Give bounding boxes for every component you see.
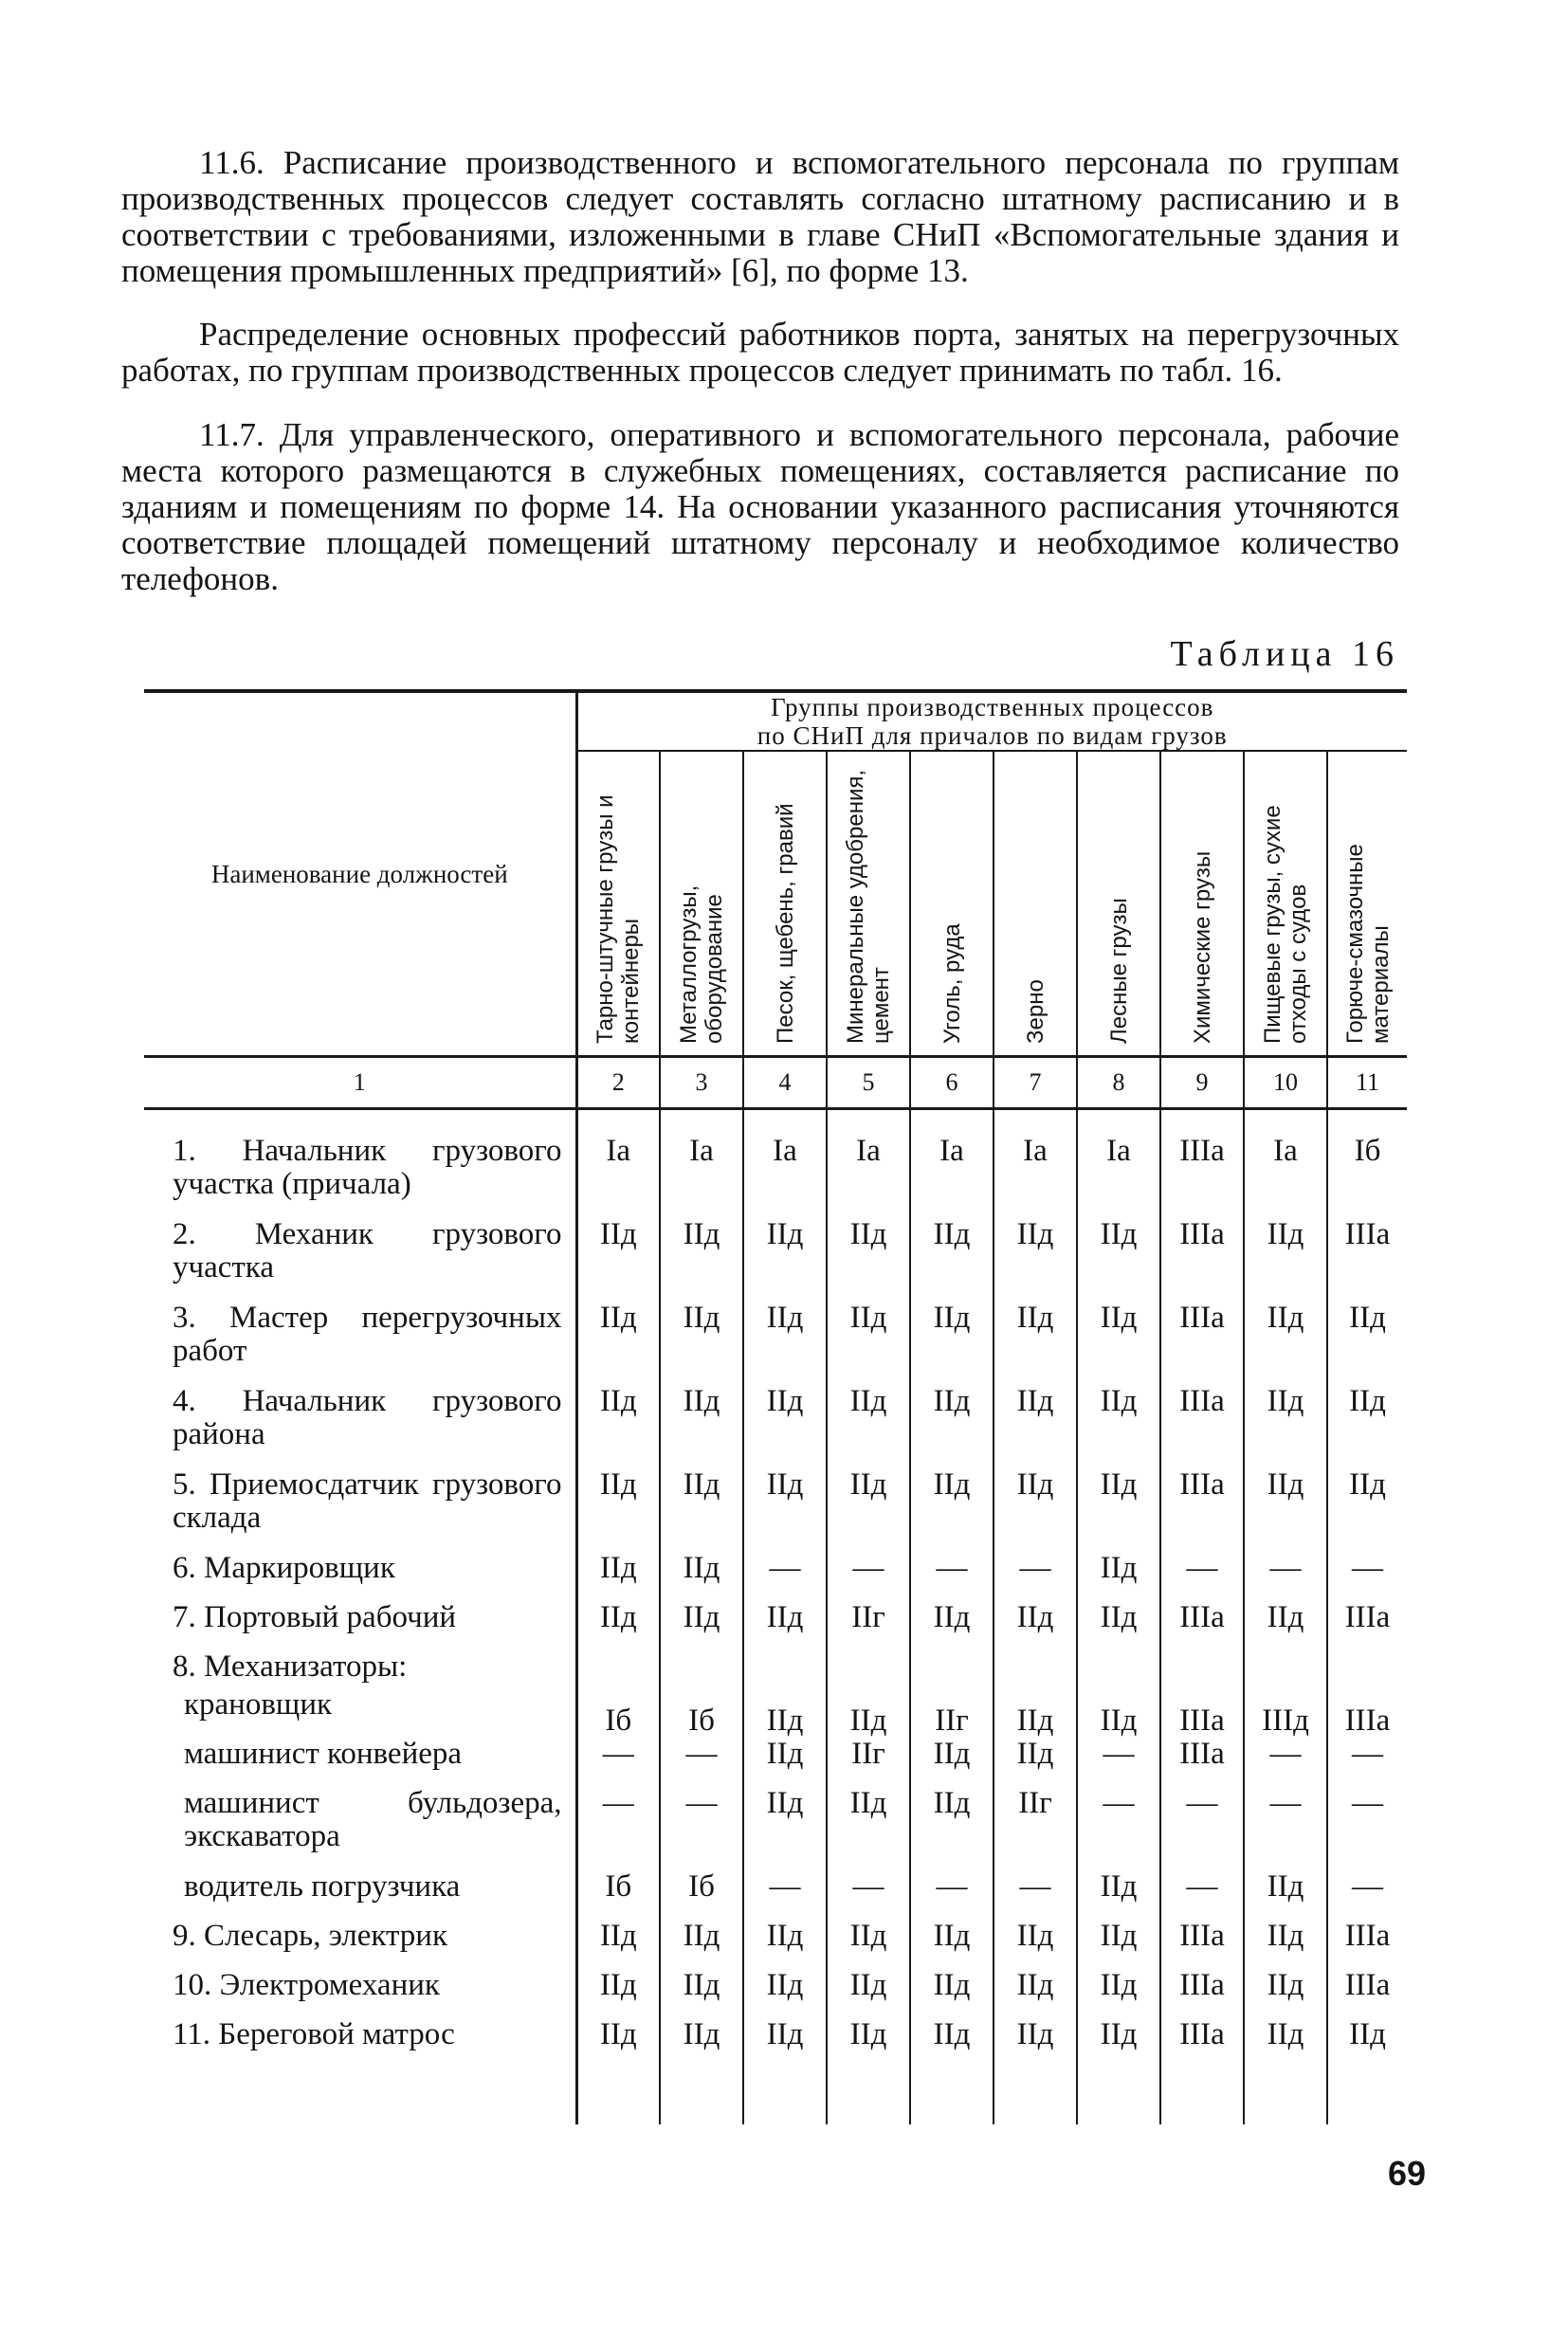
group-cell: IIд	[1244, 1920, 1327, 1969]
group-cell: IIд	[1244, 1468, 1327, 1552]
group-cell: IIд	[1077, 1920, 1160, 1969]
table-caption: Таблица 16	[1170, 634, 1399, 674]
group-cell: IIд	[743, 1385, 827, 1468]
group-cell	[1160, 1650, 1244, 1688]
group-cell: IIд	[994, 2018, 1077, 2068]
column-number-7: 7	[994, 1057, 1077, 1109]
group-cell: IIд	[1327, 1302, 1407, 1385]
group-cell: —	[1244, 1552, 1327, 1601]
column-header-label: Песок, щебень, гравий	[772, 803, 798, 1044]
column-header-label: Уголь, руда	[939, 923, 965, 1044]
group-cell	[660, 1650, 743, 1688]
group-cell: IIд	[599, 1217, 637, 1251]
group-cell: IIд	[994, 1302, 1077, 1385]
name-column-header: Наименование должностей	[144, 693, 576, 1057]
column-header-8	[1077, 752, 1160, 1057]
position-name: 10. Электромеханик	[144, 1969, 576, 2018]
group-cell: IIд	[599, 1551, 637, 1585]
group-cell: IIд	[994, 1218, 1077, 1302]
group-cell: IIIа	[1160, 1218, 1244, 1302]
group-cell: Iа	[606, 1134, 631, 1168]
group-cell	[994, 1650, 1077, 1688]
column-header-10	[1244, 752, 1327, 1057]
group-cell: IIд	[743, 1218, 827, 1302]
group-cell: IIIа	[1160, 1601, 1244, 1650]
column-header-label: Горюче-смазочные материалы	[1341, 844, 1394, 1044]
column-header-3	[660, 752, 743, 1057]
column-number-11: 11	[1327, 1057, 1407, 1109]
group-cell: Iб	[660, 1870, 743, 1920]
group-cell: IIд	[994, 1468, 1077, 1552]
position-name: крановщик	[144, 1688, 576, 1738]
group-cell: IIд	[743, 1688, 827, 1738]
group-cell: IIг	[827, 1601, 910, 1650]
group-header-line2: по СНиП для причалов по видам грузов	[757, 721, 1228, 750]
group-cell: —	[1327, 1787, 1407, 1870]
group-cell: —	[602, 1786, 634, 1820]
group-cell: Iа	[827, 1135, 910, 1218]
group-cell: IIд	[827, 1302, 910, 1385]
group-cell: IIд	[743, 1302, 827, 1385]
page-number: 69	[1387, 2154, 1426, 2193]
group-cell: IIг	[910, 1688, 994, 1738]
group-cell: —	[827, 1870, 910, 1920]
group-cell: —	[827, 1552, 910, 1601]
position-name: 3. Мастер перегрузочных работ	[144, 1302, 576, 1385]
group-cell: IIд	[1244, 2018, 1327, 2068]
group-cell: IIд	[994, 1920, 1077, 1969]
paragraph-11-6: 11.6. Расписание производственного и вспомогательного персонала по группам производственных процессов следует составлять согласно штатному расписанию и в соответствии с требованиями, изложенными в главе СНиП «Вспомогательные здания и помещения промышленных предприятий» [6], по форме 13.	[121, 144, 1399, 289]
group-cell: IIIа	[1327, 1218, 1407, 1302]
group-cell: IIд	[599, 1968, 637, 2002]
staff-groups-table	[144, 689, 1407, 2124]
group-cell: Iа	[994, 1135, 1077, 1218]
group-cell: IIг	[827, 1738, 910, 1787]
group-cell: IIIа	[1160, 1969, 1244, 2018]
group-cell: IIд	[827, 1787, 910, 1870]
group-cell: IIIа	[1160, 1468, 1244, 1552]
group-cell: IIд	[910, 1385, 994, 1468]
group-cell: IIд	[599, 1384, 637, 1418]
position-name: 7. Портовый рабочий	[144, 1601, 576, 1650]
group-cell: IIд	[1077, 1552, 1160, 1601]
group-cell: —	[602, 1737, 634, 1771]
position-name: 5. Приемосдатчик грузового склада	[144, 1468, 576, 1552]
group-cell: IIд	[827, 1969, 910, 2018]
group-cell: IIIа	[1160, 1385, 1244, 1468]
group-cell: IIд	[743, 1920, 827, 1969]
paragraph-11-7: 11.7. Для управленческого, оперативного и вспомогательного персонала, рабочие места которого размещаются в служебных помещениях, составляется расписание по зданиям и помещениям по форме 14. На основании указанного расписания уточняются соответствие площадей помещений штатному персоналу и необходимое количество телефонов.	[121, 416, 1399, 597]
group-cell: IIг	[994, 1787, 1077, 1870]
column-header-label: Металлогрузы, оборудование	[676, 884, 727, 1044]
group-cell: Iб	[605, 1704, 632, 1738]
group-cell: IIд	[1327, 1468, 1407, 1552]
group-cell: —	[1077, 1787, 1160, 1870]
group-cell	[743, 1650, 827, 1688]
group-cell: —	[1327, 1870, 1407, 1920]
group-cell: IIд	[743, 1468, 827, 1552]
group-cell: IIд	[660, 1552, 743, 1601]
group-cell: —	[660, 1787, 743, 1870]
table-row	[144, 1468, 1407, 1552]
group-cell: IIд	[1244, 1385, 1327, 1468]
group-cell: IIд	[599, 2017, 637, 2051]
table-row	[144, 1385, 1407, 1468]
group-cell: IIд	[994, 1688, 1077, 1738]
column-header-label: Химические грузы	[1189, 850, 1215, 1044]
group-cell: IIд	[910, 1601, 994, 1650]
group-cell: IIд	[994, 1385, 1077, 1468]
group-cell: IIIа	[1327, 1601, 1407, 1650]
group-cell: IIIа	[1160, 1688, 1244, 1738]
group-cell: IIд	[1327, 2018, 1407, 2068]
position-name: машинист бульдозера, экскаватора	[144, 1787, 576, 1870]
group-cell: Iа	[1244, 1135, 1327, 1218]
group-cell: —	[1160, 1787, 1244, 1870]
group-cell	[827, 1650, 910, 1688]
group-cell: IIд	[599, 1600, 637, 1634]
group-cell: IIд	[827, 1920, 910, 1969]
position-name: 11. Береговой матрос	[144, 2018, 576, 2068]
group-cell: IIд	[1077, 2018, 1160, 2068]
group-cell: IIд	[660, 1218, 743, 1302]
group-cell	[576, 1650, 660, 1688]
group-cell: IIд	[1077, 1969, 1160, 2018]
group-cell: IIIа	[1160, 1135, 1244, 1218]
position-name: 6. Маркировщик	[144, 1552, 576, 1601]
group-cell	[1327, 1650, 1407, 1688]
group-cell: Iб	[605, 1869, 632, 1904]
group-cell: IIд	[599, 1467, 637, 1502]
position-name: 4. Начальник грузового района	[144, 1385, 576, 1468]
column-header-6	[910, 752, 994, 1057]
table-row	[144, 2018, 1407, 2068]
column-header-11	[1327, 752, 1407, 1057]
group-cell: IIд	[599, 1919, 637, 1953]
group-cell: IIд	[827, 2018, 910, 2068]
group-cell: IIIа	[1160, 1920, 1244, 1969]
group-cell: IIIа	[1327, 1969, 1407, 2018]
table-row	[144, 1870, 1407, 1920]
group-cell: —	[994, 1552, 1077, 1601]
column-number-8: 8	[1077, 1057, 1160, 1109]
group-cell: IIд	[743, 1787, 827, 1870]
group-cell: IIд	[910, 2018, 994, 2068]
group-cell: —	[743, 1552, 827, 1601]
position-name: водитель погрузчика	[144, 1870, 576, 1920]
column-header-2	[576, 752, 660, 1057]
group-cell: —	[1160, 1870, 1244, 1920]
group-cell: —	[660, 1738, 743, 1787]
column-number-1: 1	[144, 1057, 576, 1109]
group-cell: —	[743, 1870, 827, 1920]
position-name: машинист конвейера	[144, 1738, 576, 1787]
position-name: 9. Слесарь, электрик	[144, 1920, 576, 1969]
group-cell: Iа	[660, 1135, 743, 1218]
group-cell	[1244, 1650, 1327, 1688]
group-cell: IIIд	[1244, 1688, 1327, 1738]
group-header	[576, 693, 1407, 751]
column-header-label: Пищевые грузы, сухие отходы с судов	[1260, 805, 1311, 1044]
group-cell: IIIа	[1160, 1738, 1244, 1787]
column-number-2: 2	[576, 1057, 660, 1109]
column-number-4: 4	[743, 1057, 827, 1109]
column-header-label: Лесные грузы	[1105, 898, 1132, 1044]
group-cell: IIд	[1077, 1601, 1160, 1650]
group-cell: IIд	[994, 1969, 1077, 2018]
group-cell: IIд	[827, 1688, 910, 1738]
group-cell: IIд	[994, 1738, 1077, 1787]
group-cell: IIд	[827, 1218, 910, 1302]
group-cell: IIд	[910, 1468, 994, 1552]
group-cell: IIд	[910, 1218, 994, 1302]
table-row	[144, 1135, 1407, 1218]
column-number-10: 10	[1244, 1057, 1327, 1109]
group-cell: IIд	[1244, 1218, 1327, 1302]
column-header-label: Минеральные удобрения, цемент	[843, 769, 894, 1044]
group-cell: —	[1077, 1738, 1160, 1787]
position-name: 1. Начальник грузового участка (причала)	[144, 1135, 576, 1218]
group-cell: —	[1327, 1738, 1407, 1787]
group-cell: Iа	[743, 1135, 827, 1218]
group-header-line1: Группы производственных процессов	[771, 693, 1214, 721]
column-number-6: 6	[910, 1057, 994, 1109]
column-header-label: Тарно-штучные грузы и контейнеры	[593, 794, 645, 1044]
group-cell: IIд	[660, 1969, 743, 2018]
group-cell: IIд	[660, 1601, 743, 1650]
column-header-label: Зерно	[1022, 979, 1048, 1044]
group-cell: —	[1244, 1787, 1327, 1870]
group-cell: IIд	[743, 1969, 827, 2018]
table-row	[144, 1302, 1407, 1385]
group-cell: IIд	[1244, 1601, 1327, 1650]
group-cell	[910, 1650, 994, 1688]
paragraph-distribution: Распределение основных профессий работников порта, занятых на перегрузочных работах, по группам производственных процессов следует принимать по табл. 16.	[121, 316, 1399, 389]
group-cell: IIд	[660, 1302, 743, 1385]
group-cell	[1077, 1650, 1160, 1688]
group-cell: IIд	[743, 1601, 827, 1650]
group-cell: IIд	[743, 1738, 827, 1787]
group-cell: IIд	[827, 1468, 910, 1552]
group-cell: IIд	[1077, 1688, 1160, 1738]
table-row	[144, 1738, 1407, 1787]
group-cell: IIIа	[1160, 2018, 1244, 2068]
group-cell: IIд	[660, 2018, 743, 2068]
group-cell: IIд	[1077, 1870, 1160, 1920]
column-header-4	[743, 752, 827, 1057]
table-row	[144, 1688, 1407, 1738]
table-row	[144, 1787, 1407, 1870]
group-cell: IIIа	[1327, 1688, 1407, 1738]
group-cell: —	[1244, 1738, 1327, 1787]
table-row	[144, 1218, 1407, 1302]
table-row	[144, 1920, 1407, 1969]
group-cell: IIд	[910, 1969, 994, 2018]
table-row	[144, 1650, 1407, 1688]
position-name: 8. Механизаторы:	[144, 1650, 576, 1688]
group-cell: IIд	[1244, 1969, 1327, 2018]
group-cell: IIд	[599, 1301, 637, 1335]
group-cell: IIд	[660, 1385, 743, 1468]
group-cell: Iа	[910, 1135, 994, 1218]
column-header-9	[1160, 752, 1244, 1057]
table-row	[144, 1552, 1407, 1601]
group-cell: IIд	[910, 1920, 994, 1969]
group-cell: IIд	[827, 1385, 910, 1468]
group-cell: IIд	[1077, 1218, 1160, 1302]
table-row	[144, 1601, 1407, 1650]
group-cell: IIIа	[1160, 1302, 1244, 1385]
group-cell: —	[910, 1870, 994, 1920]
group-cell: Iб	[660, 1688, 743, 1738]
group-cell: —	[994, 1870, 1077, 1920]
group-cell: IIд	[743, 2018, 827, 2068]
group-cell: IIд	[1077, 1385, 1160, 1468]
column-number-5: 5	[827, 1057, 910, 1109]
group-cell: IIд	[910, 1302, 994, 1385]
group-cell: IIд	[910, 1738, 994, 1787]
column-header-7	[994, 752, 1077, 1057]
group-cell: IIд	[1327, 1385, 1407, 1468]
group-cell: IIд	[660, 1468, 743, 1552]
group-cell: —	[1160, 1552, 1244, 1601]
table-row	[144, 1969, 1407, 2018]
position-name: 2. Механик грузового участка	[144, 1218, 576, 1302]
group-cell: —	[910, 1552, 994, 1601]
group-cell: IIд	[1077, 1468, 1160, 1552]
group-cell: IIд	[1244, 1302, 1327, 1385]
column-number-9: 9	[1160, 1057, 1244, 1109]
column-header-5	[827, 752, 910, 1057]
group-cell: IIд	[994, 1601, 1077, 1650]
group-cell: IIд	[1077, 1302, 1160, 1385]
group-cell: IIIа	[1327, 1920, 1407, 1969]
group-cell: Iб	[1327, 1135, 1407, 1218]
column-number-3: 3	[660, 1057, 743, 1109]
group-cell: Iа	[1077, 1135, 1160, 1218]
group-cell: —	[1327, 1552, 1407, 1601]
group-cell: IIд	[910, 1787, 994, 1870]
group-cell: IIд	[660, 1920, 743, 1969]
group-cell: IIд	[1244, 1870, 1327, 1920]
